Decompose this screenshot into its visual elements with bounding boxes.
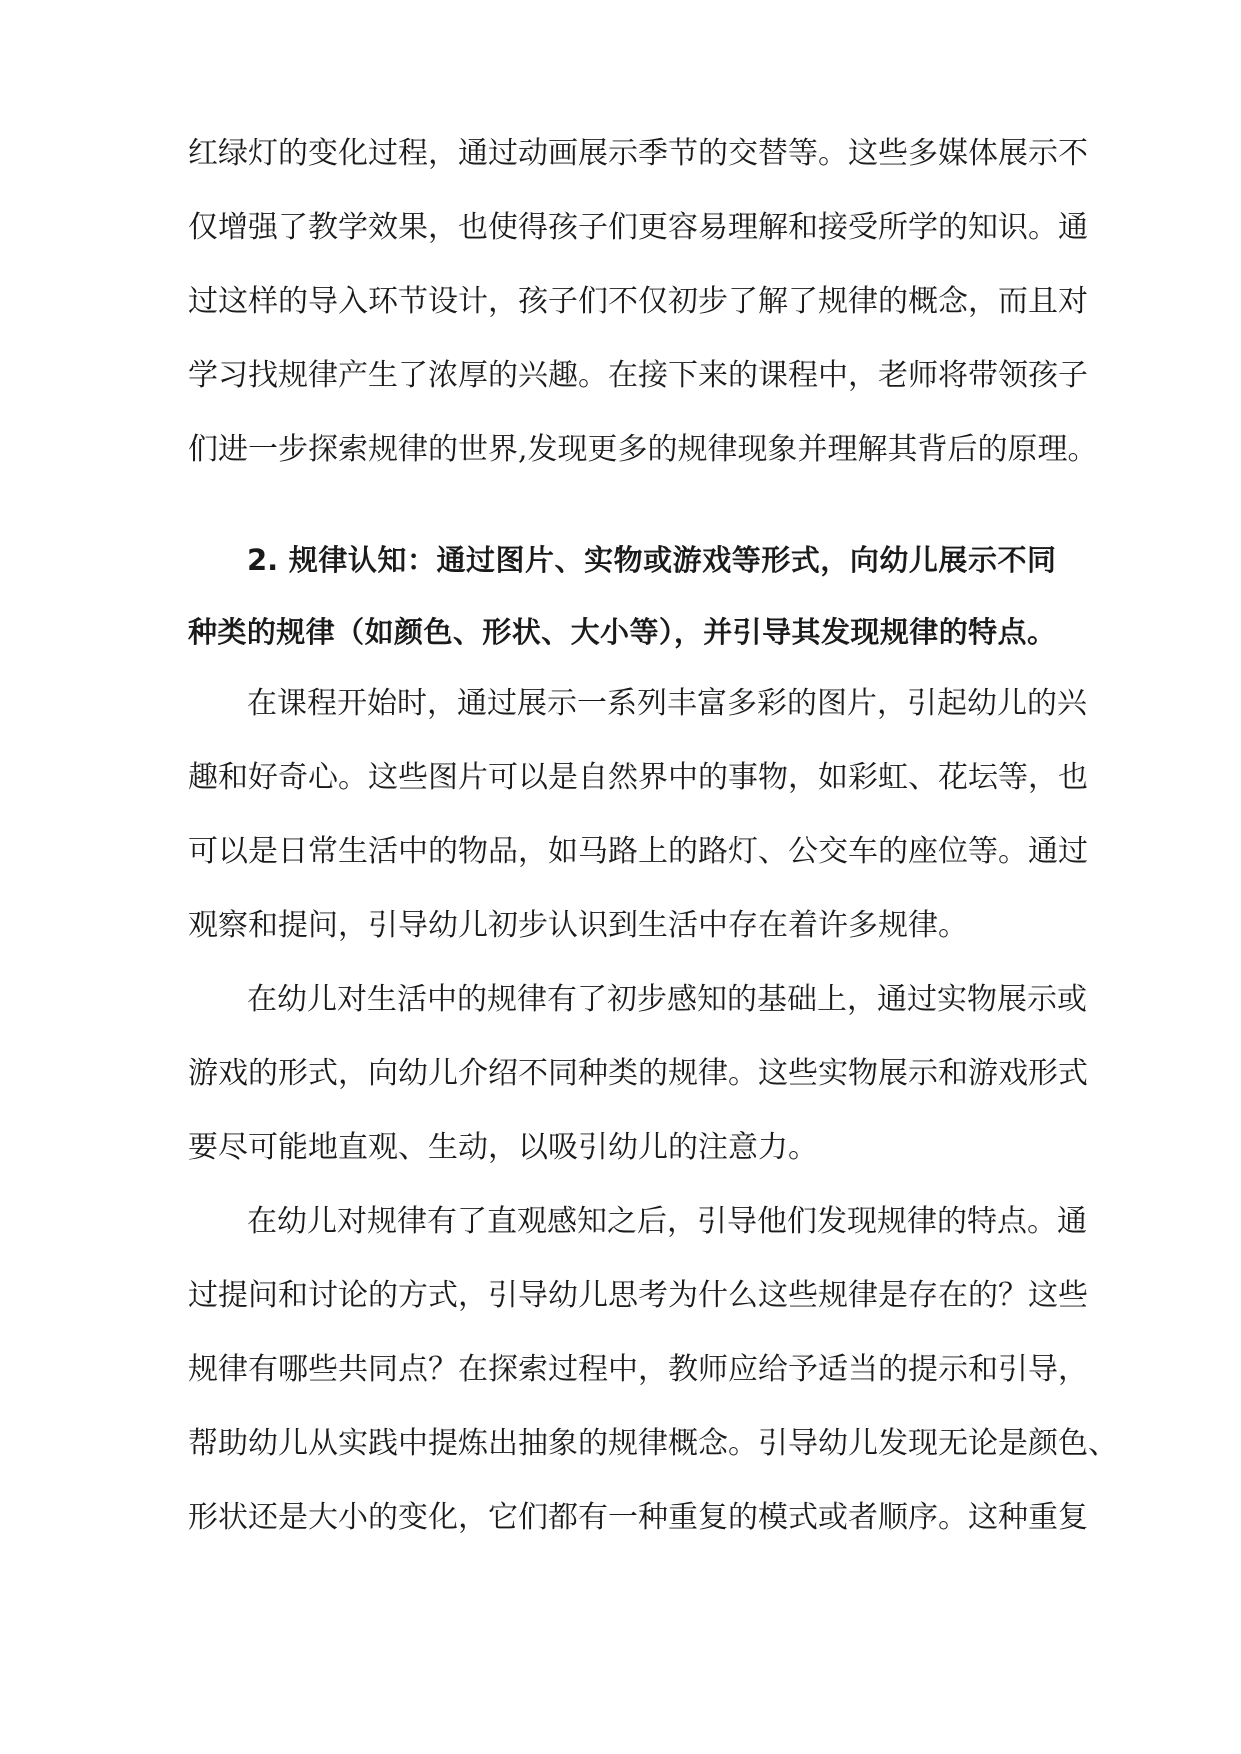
body-text-line: 趣和好奇心。这些图片可以是自然界中的事物，如彩虹、花坛等，也 [188, 760, 1088, 795]
body-text-line: 帮助幼儿从实践中提炼出抽象的规律概念。引导幼儿发现无论是颜色、 [188, 1426, 1118, 1461]
body-text-line: 在课程开始时，通过展示一系列丰富多彩的图片，引起幼儿的兴 [247, 686, 1087, 721]
body-text-line: 过提问和讨论的方式，引导幼儿思考为什么这些规律是存在的？这些 [188, 1278, 1088, 1313]
body-text-line: 过这样的导入环节设计，孩子们不仅初步了解了规律的概念，而且对 [188, 284, 1088, 319]
body-text-line: 在幼儿对生活中的规律有了初步感知的基础上，通过实物展示或 [247, 982, 1087, 1017]
body-text-line: 要尽可能地直观、生动，以吸引幼儿的注意力。 [188, 1130, 818, 1165]
section-heading: 种类的规律（如颜色、形状、大小等），并引导其发现规律的特点。 [188, 615, 1056, 649]
body-text-line: 们进一步探索规律的世界,发现更多的规律现象并理解其背后的原理。 [188, 432, 1098, 467]
body-text-line: 形状还是大小的变化，它们都有一种重复的模式或者顺序。这种重复 [188, 1500, 1088, 1535]
body-text-line: 红绿灯的变化过程，通过动画展示季节的交替等。这些多媒体展示不 [188, 136, 1088, 171]
section-heading: 2. 规律认知：通过图片、实物或游戏等形式，向幼儿展示不同 [247, 543, 1056, 577]
body-text-line: 可以是日常生活中的物品，如马路上的路灯、公交车的座位等。通过 [188, 834, 1088, 869]
body-text-line: 观察和提问，引导幼儿初步认识到生活中存在着许多规律。 [188, 908, 968, 943]
body-text-line: 游戏的形式，向幼儿介绍不同种类的规律。这些实物展示和游戏形式 [188, 1056, 1088, 1091]
body-text-line: 学习找规律产生了浓厚的兴趣。在接下来的课程中，老师将带领孩子 [188, 358, 1088, 393]
body-text-line: 在幼儿对规律有了直观感知之后，引导他们发现规律的特点。通 [247, 1204, 1087, 1239]
body-text-line: 仅增强了教学效果，也使得孩子们更容易理解和接受所学的知识。通 [188, 210, 1088, 245]
body-text-line: 规律有哪些共同点？在探索过程中，教师应给予适当的提示和引导， [188, 1352, 1088, 1387]
